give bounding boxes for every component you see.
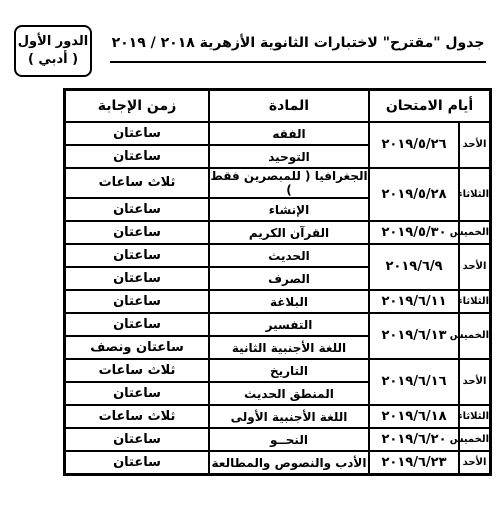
exam-day: الخميس xyxy=(459,221,490,244)
exam-subject: النحــو xyxy=(209,428,369,451)
exam-day: الثلاثاء xyxy=(459,290,490,313)
exam-subject: البلاغة xyxy=(209,290,369,313)
exam-duration: ساعتان xyxy=(65,221,209,244)
exam-subject: القرآن الكريم xyxy=(209,221,369,244)
exam-schedule-table xyxy=(63,88,492,476)
exam-date: ٢٠١٩/٦/٢٠ xyxy=(369,428,459,451)
table-row xyxy=(65,405,490,428)
exam-duration: ثلاث ساعات xyxy=(65,359,209,382)
exam-duration: ثلاث ساعات xyxy=(65,405,209,428)
table-row xyxy=(65,221,490,244)
exam-subject: الأدب والنصوص والمطالعة xyxy=(209,451,369,474)
exam-subject: الإنشاء xyxy=(209,198,369,221)
exam-day: الثلاثاء xyxy=(459,405,490,428)
exam-round-label: الدور الأول xyxy=(17,34,89,49)
exam-day: الخميس xyxy=(459,313,490,359)
table-row xyxy=(65,313,490,336)
exam-day: الأحد xyxy=(459,122,490,168)
exam-subject: التوحيد xyxy=(209,145,369,168)
exam-duration: ساعتان xyxy=(65,267,209,290)
exam-duration: ساعتان xyxy=(65,290,209,313)
exam-duration: ساعتان xyxy=(65,382,209,405)
exam-day: الأحد xyxy=(459,451,490,474)
exam-subject: الفقه xyxy=(209,122,369,145)
exam-date: ٢٠١٩/٥/٢٦ xyxy=(369,122,459,168)
exam-day: الخميس xyxy=(459,428,490,451)
exam-subject: المنطق الحديث xyxy=(209,382,369,405)
exam-date: ٢٠١٩/٦/١٦ xyxy=(369,359,459,405)
exam-day: الأحد xyxy=(459,244,490,290)
exam-round-badge xyxy=(14,25,92,77)
table-row xyxy=(65,168,490,198)
exam-day: الثلاثاء xyxy=(459,168,490,221)
table-row xyxy=(65,244,490,267)
exam-duration: ساعتان xyxy=(65,451,209,474)
page-title xyxy=(110,35,486,63)
exam-section-label: ( أدبي ) xyxy=(27,52,79,67)
exam-subject: الصرف xyxy=(209,267,369,290)
table-row xyxy=(65,359,490,382)
exam-date: ٢٠١٩/٦/١١ xyxy=(369,290,459,313)
header-subject: المادة xyxy=(209,90,369,122)
header-answer-time: زمن الإجابة xyxy=(65,90,209,122)
exam-duration: ثلاث ساعات xyxy=(65,168,209,198)
exam-date: ٢٠١٩/٥/٢٨ xyxy=(369,168,459,221)
table-row xyxy=(65,290,490,313)
table-row xyxy=(65,428,490,451)
exam-subject: الجغرافيا ( للمبصرين فقط ) xyxy=(210,169,368,197)
table-row xyxy=(65,122,490,145)
exam-duration: ساعتان xyxy=(65,313,209,336)
exam-duration: ساعتان xyxy=(65,244,209,267)
exam-subject: اللغة الأجنبية الأولى xyxy=(209,405,369,428)
exam-date: ٢٠١٩/٦/١٣ xyxy=(369,313,459,359)
table-header-row xyxy=(65,90,490,122)
exam-date: ٢٠١٩/٥/٣٠ xyxy=(369,221,459,244)
exam-duration: ساعتان xyxy=(65,145,209,168)
exam-duration: ساعتان xyxy=(65,428,209,451)
exam-date: ٢٠١٩/٦/١٨ xyxy=(369,405,459,428)
exam-subject: الحديث xyxy=(209,244,369,267)
table-row xyxy=(65,451,490,474)
exam-date: ٢٠١٩/٦/٩ xyxy=(369,244,459,290)
exam-date: ٢٠١٩/٦/٢٣ xyxy=(369,451,459,474)
exam-day: الأحد xyxy=(459,359,490,405)
exam-duration: ساعتان xyxy=(65,198,209,221)
header-exam-days: أيام الامتحان xyxy=(369,90,490,122)
page-title-text: جدول "مقترح" لاختبارات الثانوية الأزهرية ٢٠١٨ / ٢٠١٩ xyxy=(111,35,485,51)
exam-subject: التفسير xyxy=(209,313,369,336)
exam-subject: اللغة الأجنبية الثانية xyxy=(209,336,369,359)
exam-subject: التاريخ xyxy=(209,359,369,382)
exam-duration: ساعتان xyxy=(65,122,209,145)
exam-duration: ساعتان ونصف xyxy=(65,336,209,359)
